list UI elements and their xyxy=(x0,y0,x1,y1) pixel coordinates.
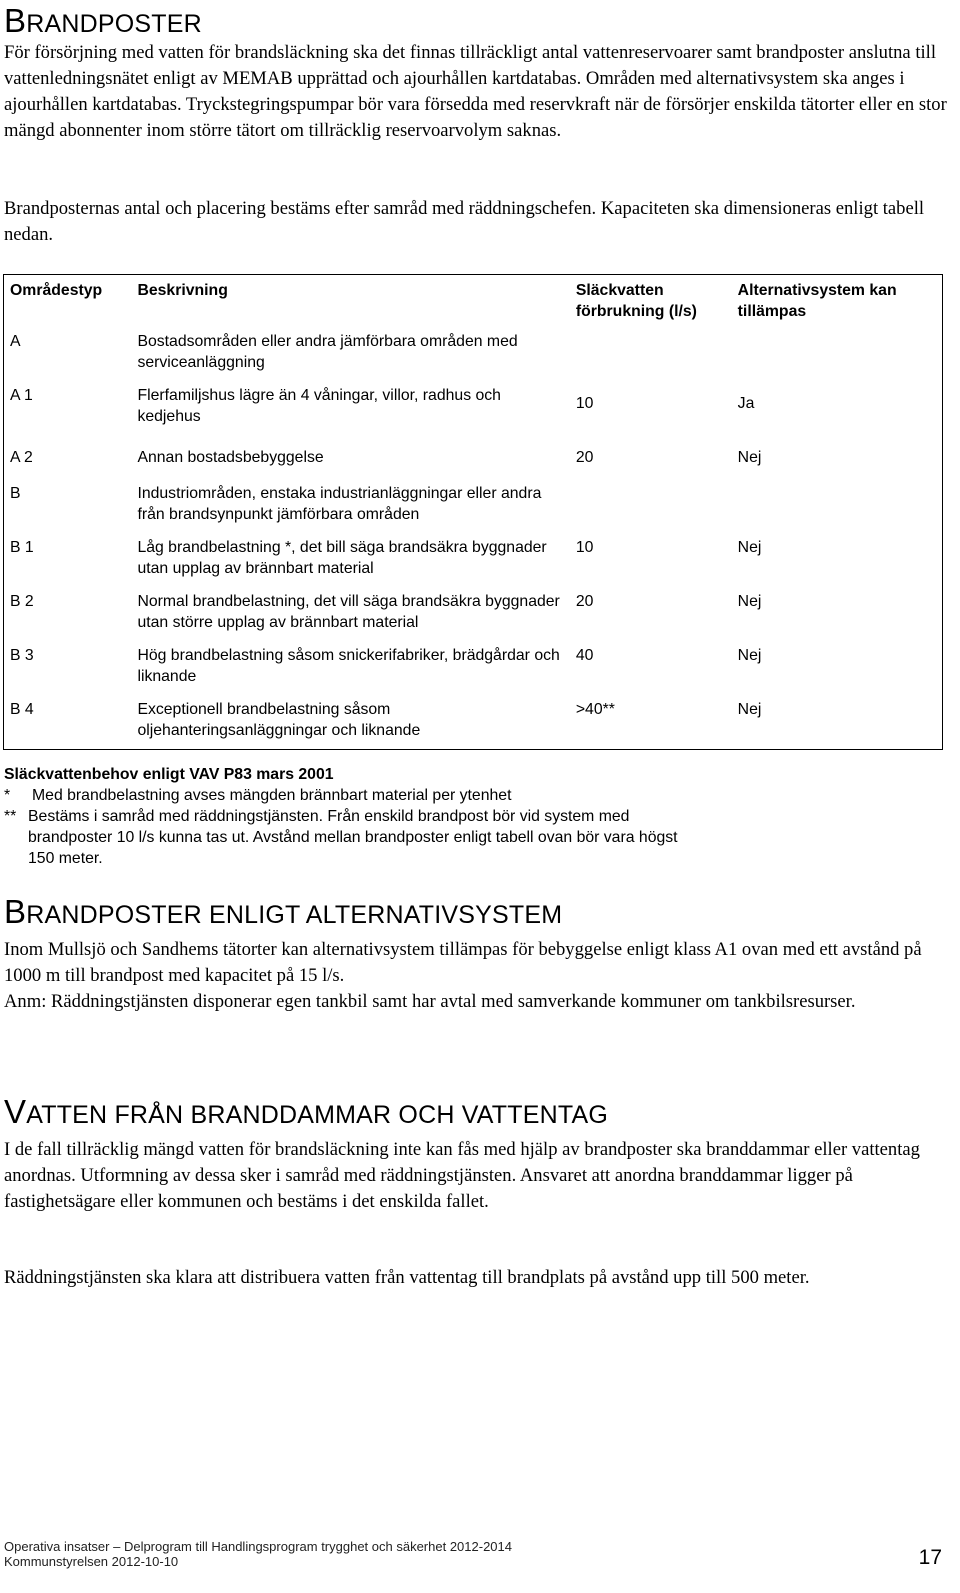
cell-flow: 20 xyxy=(575,449,594,466)
cell-type: B xyxy=(10,485,21,502)
branddammar-paragraph: I de fall tillräcklig mängd vatten för brandsläckning inte kan fås med hjälp av brandposter ska branddammar eller vattentag anordnas. Utformning av dessa sker i samråd med räddningstjänsten. Ansvaret att anordna branddammar ligger på fastighetsägare eller kommunen och bestäms i det enskilda fallet. xyxy=(4,1139,920,1212)
heading-alternativsystem xyxy=(4,893,562,931)
heading-branddammar xyxy=(4,1093,608,1131)
cell-flow: 20 xyxy=(575,593,594,610)
table-row xyxy=(4,443,943,479)
cell-desc: Låg brandbelastning *, det bill säga brandsäkra byggnader utan upplag av brännbart material xyxy=(137,539,547,577)
footer-date: Kommunstyrelsen 2012-10-10 xyxy=(4,1554,179,1569)
cell-desc: Industriområden, enstaka industrianläggningar eller andra från brandsynpunkt jämförbara områden xyxy=(137,485,542,523)
cell-type: B 3 xyxy=(10,647,34,664)
table-row xyxy=(4,381,943,443)
cell-alt xyxy=(732,479,943,533)
header-area-type: Områdestyp xyxy=(10,282,103,299)
cell-type: A 1 xyxy=(10,387,33,404)
note-paragraph: Anm: Räddningstjänsten disponerar egen tankbil samt har avtal med samverkande kommuner om tankbilsresurser. xyxy=(4,991,856,1012)
intro-paragraph: För försörjning med vatten för brandsläckning ska det finnas tillräckligt antal vattenreservoarer samt brandposter anslutna till vattenledningsnätet enligt av MEMAB upprättad och ajourhållen kartdatabas. Områden med alternativsystem ska anges i ajourhållen kartdatabas. Tryckstegringspumpar bör vara försedda med reservkraft när de försörjer enskilda tätorter eller en stor mängd abonnenter inom större tätort om tillräcklig reservoarvolym saknas. xyxy=(4,42,947,141)
note-2-marker: ** xyxy=(4,808,17,825)
cell-flow: 10 xyxy=(575,539,594,556)
table-row xyxy=(4,327,943,381)
table-header-row xyxy=(4,275,943,328)
cell-type: A 2 xyxy=(10,449,33,466)
header-water-flow: Släckvatten förbrukning (l/s) xyxy=(575,282,697,320)
cell-alt xyxy=(732,327,943,381)
cell-desc: Hög brandbelastning såsom snickerifabriker, brädgårdar och liknande xyxy=(137,647,560,685)
note-2-text: Bestäms i samråd med räddningstjänsten. Från enskild brandpost bör vid system med brandposter 10 l/s kunna tas ut. Avstånd mellan brandposter enligt tabell ovan bör vara högst 150 meter. xyxy=(28,808,678,867)
heading-initial: V xyxy=(4,1093,27,1130)
table-row xyxy=(4,695,943,750)
footer-program-title: Operativa insatser – Delprogram till Handlingsprogram trygghet och säkerhet 2012-2014 xyxy=(4,1539,512,1554)
heading-brandposter xyxy=(4,2,202,40)
distribution-paragraph: Räddningstjänsten ska klara att distribuera vatten från vattentag till brandplats på avstånd upp till 500 meter. xyxy=(4,1267,810,1288)
heading-initial: B xyxy=(4,2,27,39)
cell-flow: 10 xyxy=(575,395,594,412)
note-1-text: Med brandbelastning avses mängden brännbart material per ytenhet xyxy=(32,787,512,804)
cell-type: B 1 xyxy=(10,539,34,556)
cell-flow xyxy=(570,327,732,381)
cell-desc: Exceptionell brandbelastning såsom oljehanteringsanläggningar och liknande xyxy=(137,701,421,739)
page-footer xyxy=(4,1539,944,1569)
note-2 xyxy=(4,806,944,869)
fire-water-table xyxy=(3,274,943,750)
capacity-paragraph: Brandposternas antal och placering bestäms efter samråd med räddningschefen. Kapaciteten ska dimensioneras enligt tabell nedan. xyxy=(4,198,925,245)
heading-initial: B xyxy=(4,893,27,930)
cell-alt: Nej xyxy=(737,449,762,466)
cell-type: B 4 xyxy=(10,701,34,718)
cell-type: B 2 xyxy=(10,593,34,610)
cell-desc: Flerfamiljshus lägre än 4 våningar, villor, radhus och kedjehus xyxy=(137,387,501,425)
cell-flow xyxy=(570,479,732,533)
cell-desc: Normal brandbelastning, det vill säga brandsäkra byggnader utan större upplag av brännbart material xyxy=(137,593,560,631)
table-row xyxy=(4,641,943,695)
table-row xyxy=(4,533,943,587)
cell-alt: Nej xyxy=(737,701,762,718)
table-row xyxy=(4,587,943,641)
cell-alt: Nej xyxy=(737,539,762,556)
heading-rest: RANDPOSTER ENLIGT ALTERNATIVSYSTEM xyxy=(26,901,563,929)
page-number: 17 xyxy=(918,1546,942,1569)
header-alt-system: Alternativsystem kan tillämpas xyxy=(737,282,897,320)
cell-alt: Nej xyxy=(737,593,762,610)
header-description: Beskrivning xyxy=(137,282,228,299)
heading-rest: RANDPOSTER xyxy=(26,10,202,38)
cell-desc: Bostadsområden eller andra jämförbara områden med serviceanläggning xyxy=(137,333,518,371)
cell-alt: Ja xyxy=(737,395,755,412)
note-1-marker: * xyxy=(4,787,11,804)
notes-title: Släckvattenbehov enligt VAV P83 mars 2001 xyxy=(4,766,334,783)
heading-rest: ATTEN FRÅN BRANDDAMMAR OCH VATTENTAG xyxy=(26,1101,608,1129)
cell-desc: Annan bostadsbebyggelse xyxy=(137,449,324,466)
alternativsystem-paragraph: Inom Mullsjö och Sandhems tätorter kan alternativsystem tillämpas för bebyggelse enligt klass A1 ovan med ett avstånd på 1000 m till brandpost med kapacitet på 15 l/s. xyxy=(4,939,922,986)
note-1 xyxy=(4,785,944,806)
table-row xyxy=(4,479,943,533)
cell-flow: 40 xyxy=(575,647,594,664)
cell-type: A xyxy=(10,333,21,350)
table-notes xyxy=(4,764,944,869)
cell-alt: Nej xyxy=(737,647,762,664)
cell-flow: >40** xyxy=(575,701,615,718)
